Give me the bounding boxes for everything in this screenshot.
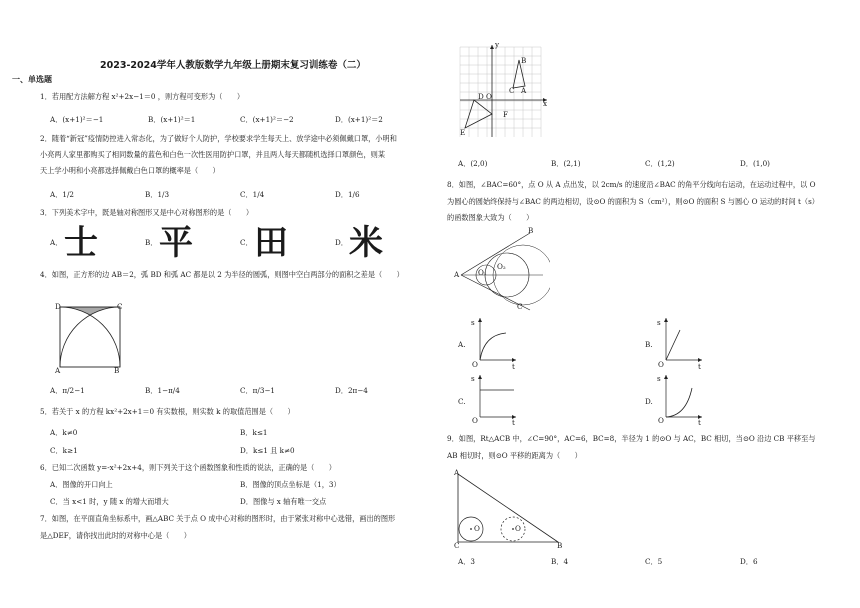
q8-option-c: C. bbox=[458, 397, 466, 406]
q4-stem: 4．如图，正方形的边 AB＝2，弧 BD 和弧 AC 都是以 2 为半径的圆弧，则图中空白两部分的面积之差是（ ） bbox=[40, 270, 404, 279]
q6-option-b: B．图像的顶点坐标是（1，3） bbox=[240, 480, 341, 489]
q2-option-b: B．1/3 bbox=[145, 190, 170, 199]
q7-label-d: D bbox=[478, 92, 484, 101]
q9-label-b: B bbox=[557, 541, 563, 550]
q1-option-c: C．(x+1)²＝−2 bbox=[240, 115, 294, 124]
q3-char-a: 士 bbox=[64, 223, 98, 263]
q9-option-d: D．6 bbox=[740, 557, 758, 566]
q8-label-a: A bbox=[454, 270, 460, 279]
q2-option-c: C．1/4 bbox=[240, 190, 265, 199]
q9-label-a: A bbox=[454, 468, 460, 477]
page-title: 2023-2024学年人教版数学九年级上册期末复习训练卷（二） bbox=[100, 60, 366, 71]
q7-coordinate-grid bbox=[455, 42, 555, 142]
q7-option-a: A．(2,0) bbox=[458, 159, 488, 168]
q8-axis-s-c: s bbox=[471, 374, 475, 383]
q7-label-o: O bbox=[486, 92, 492, 101]
q9-option-b: B．4 bbox=[551, 557, 569, 566]
q8-axis-o-d: O bbox=[658, 416, 664, 425]
q6-option-d: D．图像与 x 轴有唯一交点 bbox=[240, 497, 327, 506]
q8-label-o1: O₁ bbox=[478, 268, 487, 277]
q6-option-a: A．图像的开口向上 bbox=[50, 480, 113, 489]
q8-axis-t-d: t bbox=[698, 418, 701, 427]
q2-option-a: A．1/2 bbox=[50, 190, 74, 199]
q8-label-o2: O₂ bbox=[497, 262, 506, 271]
q1-option-d: D．(x+1)²＝2 bbox=[335, 115, 383, 124]
q9-stem-line2: AB 相切时，则⊙O 平移的距离为（ ） bbox=[447, 451, 582, 460]
q5-option-d: D．k≤1 且 k≠0 bbox=[240, 446, 295, 455]
q3-char-b: 平 bbox=[159, 223, 193, 263]
q7-label-x: x bbox=[543, 99, 548, 108]
q9-option-c: C．5 bbox=[645, 557, 663, 566]
q8-axis-t-b: t bbox=[698, 362, 701, 371]
q4-option-a: A．π/2−1 bbox=[50, 386, 85, 395]
q5-option-a: A．k≠0 bbox=[50, 428, 78, 437]
q8-axis-o-a: O bbox=[472, 360, 478, 369]
q4-label-b: B bbox=[114, 366, 120, 375]
q4-option-b: B．1−π/4 bbox=[145, 386, 180, 395]
q4-label-a: A bbox=[55, 366, 61, 375]
q8-axis-o-b: O bbox=[658, 360, 664, 369]
q7-option-c: C．(1,2) bbox=[645, 159, 675, 168]
q8-label-b: B bbox=[528, 226, 534, 235]
q8-stem-line3: 的函数图象大致为（ ） bbox=[447, 213, 534, 222]
q2-stem-line1: 2．随着“新冠”疫情防控进入常态化，为了做好个人防护，学校要求学生每天上、放学途中必须佩戴口罩，小明和 bbox=[40, 134, 397, 143]
q8-option-b: B. bbox=[645, 340, 653, 349]
q7-stem-line1: 7．如图，在平面直角坐标系中，画△ABC 关于点 O 成中心对称的图形时，由于紧张对称中心选错，画出的图形 bbox=[40, 514, 396, 523]
q7-label-e: E bbox=[460, 128, 466, 137]
q3-option-b: B． bbox=[145, 238, 158, 247]
q7-label-y: y bbox=[495, 40, 500, 49]
q6-stem: 6．已知二次函数 y=-x²+2x+4，则下列关于这个函数图象和性质的说法，正确的是（ ） bbox=[40, 463, 336, 472]
q1-stem: 1．若用配方法解方程 x²+2x−1＝0 ，则方程可变形为（ ） bbox=[40, 92, 245, 101]
q2-stem-line2: 小亮两人家里都购买了相同数量的蓝色和白色一次性医用防护口罩，并且两人每天都随机选择口罩颜色，则某 bbox=[40, 150, 386, 159]
q8-option-d: D. bbox=[645, 397, 653, 406]
q4-option-d: D．2π−4 bbox=[335, 386, 368, 395]
q7-option-d: D．(1,0) bbox=[740, 159, 770, 168]
q7-label-f: F bbox=[503, 110, 508, 119]
q9-triangle-figure bbox=[452, 468, 567, 548]
q7-label-b: B bbox=[521, 56, 527, 65]
q7-stem-line2: 是△DEF，请你找出此时的对称中心是（ ） bbox=[40, 531, 191, 540]
q3-char-d: 米 bbox=[349, 223, 383, 263]
q8-axis-t-c: t bbox=[512, 418, 515, 427]
q9-label-o2: O bbox=[515, 524, 521, 533]
q1-option-b: B．(x+1)²＝1 bbox=[148, 115, 196, 124]
q8-axis-s-d: s bbox=[657, 374, 661, 383]
q7-option-b: B．(2,1) bbox=[551, 159, 581, 168]
q9-label-o1: O bbox=[474, 524, 480, 533]
q2-option-d: D．1/6 bbox=[335, 190, 360, 199]
q8-stem-line1: 8．如图，∠BAC=60°，点 O 从 A 点出发，以 2cm/s 的速度沿∠BAC 的角平分线向右运动，在运动过程中，以 O bbox=[447, 180, 816, 189]
q5-stem: 5．若关于 x 的方程 kx²+2x+1＝0 有实数根，则实数 k 的取值范围是（ ） bbox=[40, 407, 295, 416]
q9-label-c: C bbox=[454, 541, 460, 550]
q6-option-c: C．当 x<1 时，y 随 x 的增大而增大 bbox=[50, 497, 169, 506]
q9-stem-line1: 9．如图，Rt△ACB 中，∠C=90°，AC=6，BC=8，半径为 1 的⊙O 与 AC，BC 相切，当⊙O 沿边 CB 平移至与 bbox=[447, 434, 816, 443]
section-heading: 一、单选题 bbox=[12, 75, 52, 84]
q1-option-a: A．(x+1)²＝−1 bbox=[50, 115, 104, 124]
q3-option-d: D． bbox=[335, 238, 348, 247]
q8-label-c: C bbox=[517, 302, 523, 311]
q3-option-a: A． bbox=[50, 238, 63, 247]
q3-char-c: 田 bbox=[254, 223, 288, 263]
q3-option-c: C． bbox=[240, 238, 253, 247]
q7-label-c: C bbox=[509, 86, 515, 95]
q5-option-c: C．k≥1 bbox=[50, 446, 78, 455]
q4-option-c: C．π/3−1 bbox=[240, 386, 276, 395]
q3-stem: 3．下列美术字中，既是轴对称图形又是中心对称图形的是（ ） bbox=[40, 208, 254, 217]
q7-label-a: A bbox=[521, 86, 527, 95]
q4-label-c: C bbox=[117, 302, 123, 311]
q8-stem-line2: 为圆心的圆始终保持与∠BAC 的两边相切，设⊙O 的面积为 S（cm²），则⊙O 的面积 S 与圆心 O 运动的时间 t（s） bbox=[447, 197, 819, 206]
q9-option-a: A．3 bbox=[458, 557, 475, 566]
q5-option-b: B．k≤1 bbox=[240, 428, 268, 437]
q8-axis-o-c: O bbox=[472, 416, 478, 425]
q8-option-a: A. bbox=[458, 340, 466, 349]
q8-axis-t-a: t bbox=[512, 362, 515, 371]
q4-label-d: D bbox=[55, 302, 61, 311]
q8-axis-s-a: s bbox=[471, 318, 475, 327]
q2-stem-line3: 天上学小明和小亮都选择佩戴白色口罩的概率是（ ） bbox=[40, 166, 220, 175]
q8-axis-s-b: s bbox=[657, 318, 661, 327]
